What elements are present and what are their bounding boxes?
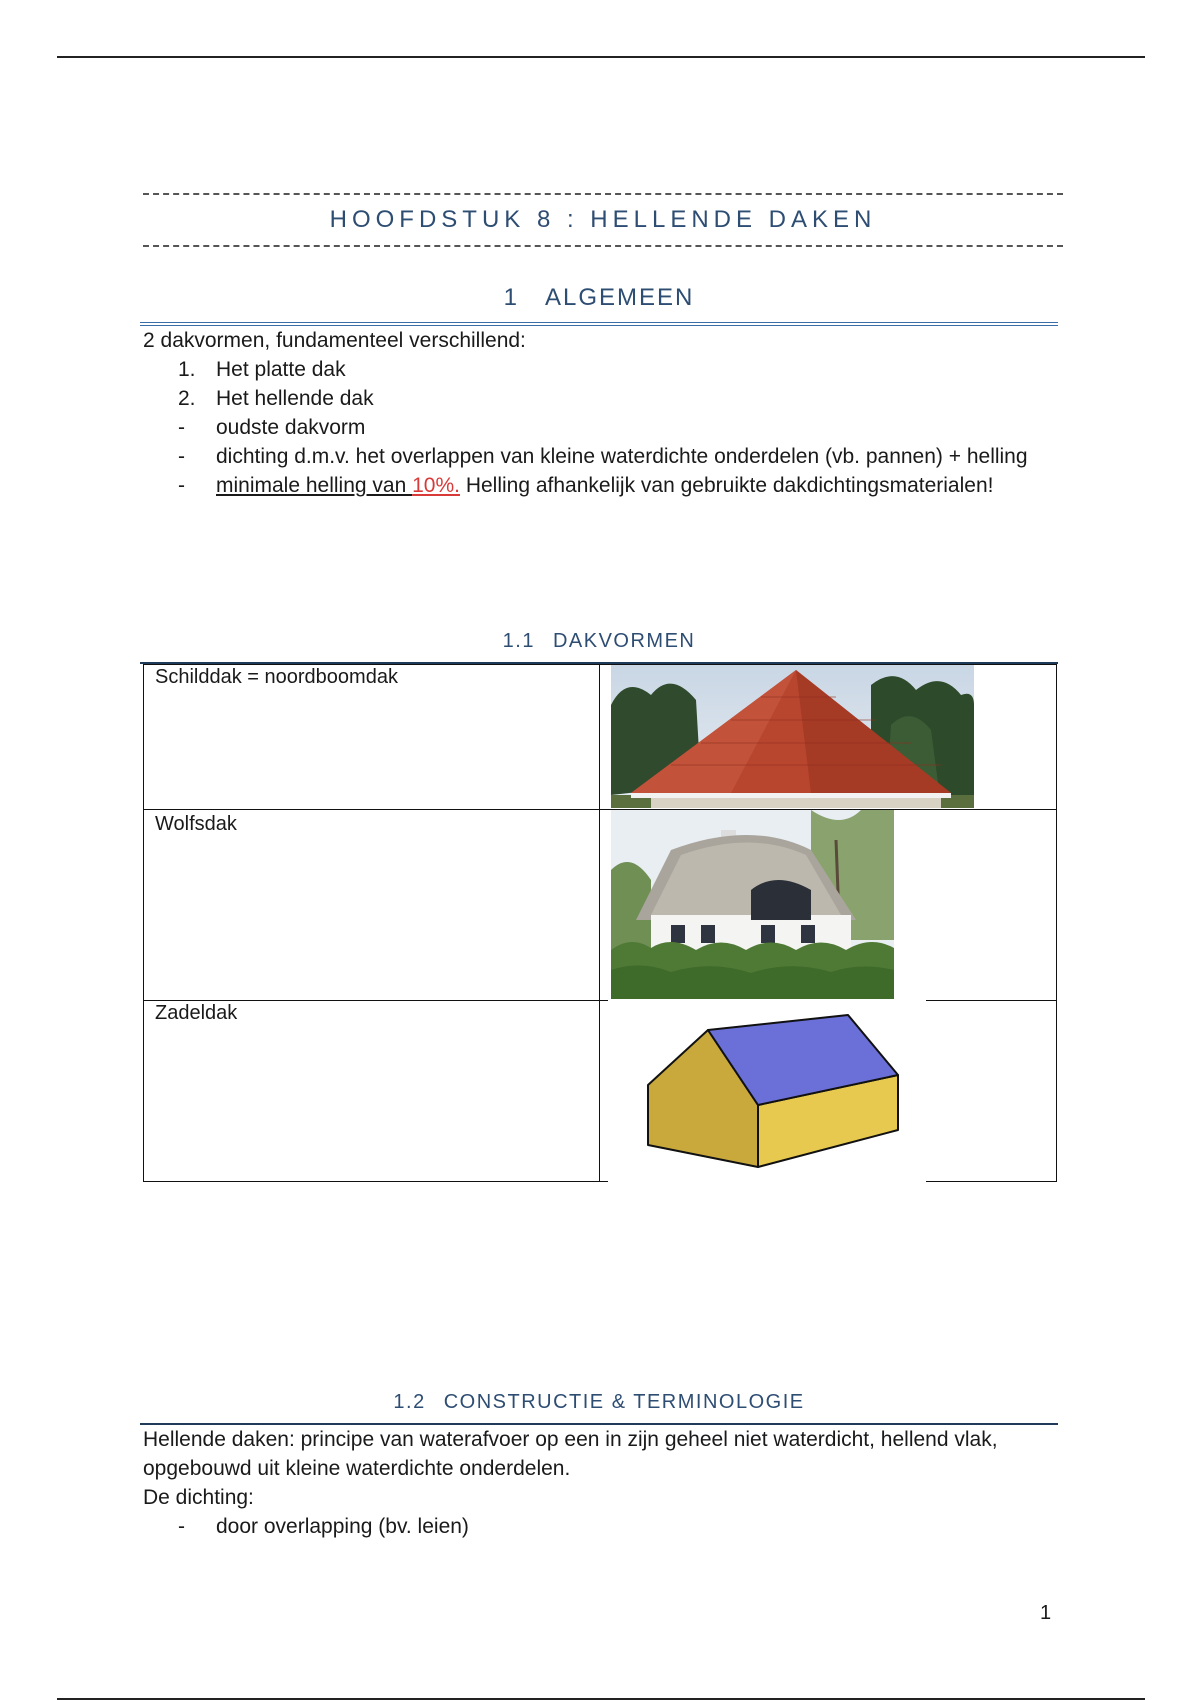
- min-slope-text: minimale helling van: [216, 474, 413, 497]
- roof-shapes-table: [143, 664, 1057, 1182]
- list-item: [178, 413, 1058, 442]
- section-1-number: 1: [503, 284, 519, 311]
- roof-type-label: Schilddak = noordboomdak: [155, 666, 398, 688]
- list-item-text: Het platte dak: [216, 358, 346, 381]
- table-row-image-cell: [599, 1000, 1057, 1182]
- table-row-image-cell: [599, 664, 1057, 810]
- section-1-2-subhead: De dichting:: [143, 1486, 254, 1509]
- table-row-label-cell: [143, 664, 600, 810]
- list-marker: 2.: [178, 387, 196, 410]
- list-marker: -: [178, 445, 185, 468]
- section-1-1-heading: [140, 630, 1058, 664]
- section-1-2-body: [143, 1425, 1063, 1512]
- chapter-title: HOOFDSTUK 8 : HELLENDE DAKEN: [329, 206, 877, 233]
- thatched-half-hip-roof-photo: [611, 810, 894, 999]
- min-slope-value: 10%.: [412, 474, 460, 497]
- table-row-image-cell: [599, 809, 1057, 1001]
- list-marker: -: [178, 474, 185, 497]
- list-item: [178, 471, 1058, 500]
- list-item-text: Het hellende dak: [216, 387, 374, 410]
- chapter-heading-box: [143, 193, 1063, 247]
- list-item-text: dichting d.m.v. het overlappen van kleine waterdichte onderdelen (vb. pannen) + helling: [216, 445, 1028, 468]
- list-item: [178, 442, 1058, 471]
- section-1-2-title: CONSTRUCTIE & TERMINOLOGIE: [443, 1391, 805, 1413]
- list-marker: 1.: [178, 358, 196, 381]
- section-1-2-paragraph: Hellende daken: principe van waterafvoer op een in zijn geheel niet waterdicht, hellend vlak, opgebouwd uit kleine waterdichte onderdelen.: [143, 1428, 998, 1480]
- table-row-label-cell: [143, 1000, 600, 1182]
- list-item: [178, 384, 1058, 413]
- list-item: [178, 355, 1058, 384]
- section-1-1-title: DAKVORMEN: [552, 630, 696, 652]
- page-number: 1: [1040, 1602, 1052, 1624]
- roof-type-label: Zadeldak: [155, 1002, 238, 1024]
- min-slope-rest: Helling afhankelijk van gebruikte dakdichtingsmaterialen!: [459, 474, 994, 497]
- page-top-rule: [57, 56, 1145, 58]
- section-1-heading: [140, 284, 1058, 326]
- section-1-2-number: 1.2: [393, 1391, 426, 1413]
- list-item-text: door overlapping (bv. leien): [216, 1515, 469, 1538]
- list-item: [178, 1512, 469, 1541]
- section-1-list: [178, 355, 1058, 500]
- gable-roof-drawing: [608, 1000, 926, 1182]
- table-row-label-cell: [143, 809, 600, 1001]
- section-1-intro: 2 dakvormen, fundamenteel verschillend:: [143, 329, 526, 352]
- section-1-1-number: 1.1: [502, 630, 535, 652]
- section-1-2-list: [178, 1512, 469, 1541]
- roof-type-label: Wolfsdak: [155, 813, 237, 835]
- section-1-2-heading: [140, 1391, 1058, 1425]
- hip-roof-photo: [611, 665, 974, 808]
- list-item-text: oudste dakvorm: [216, 416, 366, 439]
- list-marker: -: [178, 416, 185, 439]
- section-1-title: ALGEMEEN: [544, 284, 695, 311]
- list-marker: -: [178, 1515, 185, 1538]
